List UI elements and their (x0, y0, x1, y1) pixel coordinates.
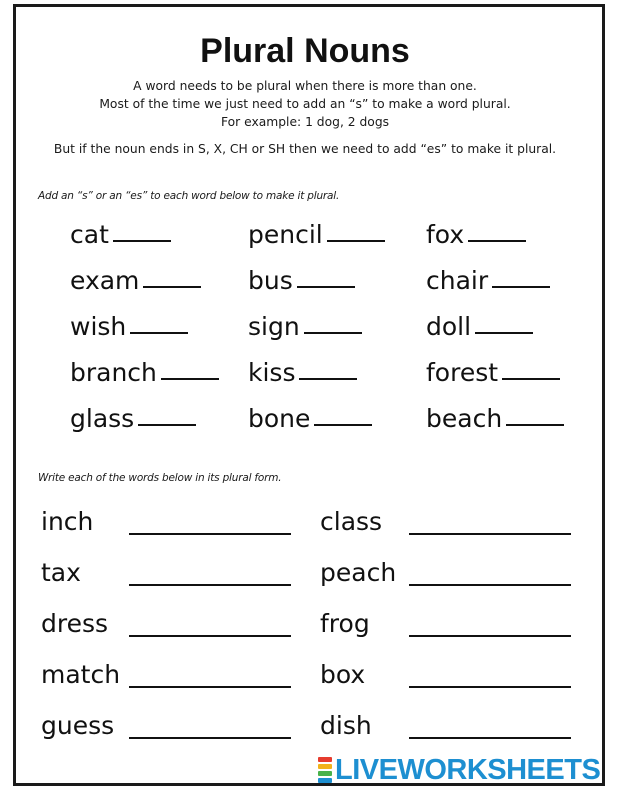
answer-line[interactable] (129, 635, 291, 637)
liveworksheets-logo (318, 754, 600, 786)
plural-word-label: frog (320, 609, 370, 638)
word-item (426, 312, 533, 342)
word-label: sign (248, 312, 300, 341)
answer-line[interactable] (409, 686, 571, 688)
answer-line[interactable] (409, 737, 571, 739)
intro-line-4: But if the noun ends in S, X, CH or SH then we need to add “es” to make it plural. (53, 142, 557, 156)
word-item (248, 312, 362, 342)
answer-blank[interactable] (113, 240, 171, 242)
answer-line[interactable] (409, 533, 571, 535)
intro-line-3: For example: 1 dog, 2 dogs (220, 115, 390, 129)
answer-line[interactable] (129, 686, 291, 688)
word-label: exam (70, 266, 140, 295)
word-item (426, 358, 560, 388)
answer-blank[interactable] (297, 286, 355, 288)
plural-word-label: dish (320, 711, 372, 740)
section1-instruction: Add an “s” or an “es” to each word below to make it plural. (38, 190, 340, 202)
plural-word-label: guess (41, 711, 115, 740)
word-label: fox (426, 220, 465, 249)
answer-blank[interactable] (299, 378, 357, 380)
answer-blank[interactable] (502, 378, 560, 380)
answer-line[interactable] (129, 533, 291, 535)
word-item (70, 404, 196, 434)
plural-word-label: match (41, 660, 121, 689)
word-item (426, 266, 550, 296)
answer-line[interactable] (129, 584, 291, 586)
section2-instruction: Write each of the words below in its plural form. (38, 472, 282, 484)
word-item (426, 220, 526, 250)
plural-word-label: inch (41, 507, 94, 536)
intro-line-2: Most of the time we just need to add an “s” to make a word plural. (99, 97, 511, 111)
word-label: cat (70, 220, 109, 249)
logo-text: LIVEWORKSHEETS (335, 753, 601, 786)
logo-badge-l (318, 757, 332, 762)
plural-word-label: class (320, 507, 383, 536)
word-label: bus (248, 266, 293, 295)
word-item (70, 358, 219, 388)
intro-line-1: A word needs to be plural when there is more than one. (133, 79, 477, 93)
answer-line[interactable] (409, 584, 571, 586)
plural-word-label: dress (41, 609, 109, 638)
answer-line[interactable] (409, 635, 571, 637)
word-label: pencil (248, 220, 323, 249)
logo-badge-icon (318, 756, 332, 784)
word-label: forest (426, 358, 499, 387)
logo-badge-e (318, 778, 332, 783)
word-label: doll (426, 312, 472, 341)
word-item (426, 404, 564, 434)
word-item (70, 266, 201, 296)
word-label: glass (70, 404, 135, 433)
word-item (70, 220, 171, 250)
answer-blank[interactable] (304, 332, 362, 334)
word-label: branch (70, 358, 157, 387)
word-label: chair (426, 266, 489, 295)
answer-blank[interactable] (161, 378, 219, 380)
word-item (248, 404, 372, 434)
word-item (248, 220, 385, 250)
word-item (248, 358, 357, 388)
answer-blank[interactable] (138, 424, 196, 426)
plural-word-label: box (320, 660, 366, 689)
logo-badge-i (318, 764, 332, 769)
plural-word-label: peach (320, 558, 397, 587)
word-item (248, 266, 355, 296)
word-label: beach (426, 404, 503, 433)
answer-line[interactable] (129, 737, 291, 739)
page-title: Plural Nouns (200, 32, 410, 70)
logo-badge-v (318, 771, 332, 776)
answer-blank[interactable] (327, 240, 385, 242)
answer-blank[interactable] (492, 286, 550, 288)
word-item (70, 312, 188, 342)
answer-blank[interactable] (130, 332, 188, 334)
word-label: kiss (248, 358, 296, 387)
word-label: wish (70, 312, 127, 341)
answer-blank[interactable] (475, 332, 533, 334)
answer-blank[interactable] (468, 240, 526, 242)
plural-word-label: tax (41, 558, 81, 587)
answer-blank[interactable] (314, 424, 372, 426)
answer-blank[interactable] (506, 424, 564, 426)
answer-blank[interactable] (143, 286, 201, 288)
word-label: bone (248, 404, 311, 433)
